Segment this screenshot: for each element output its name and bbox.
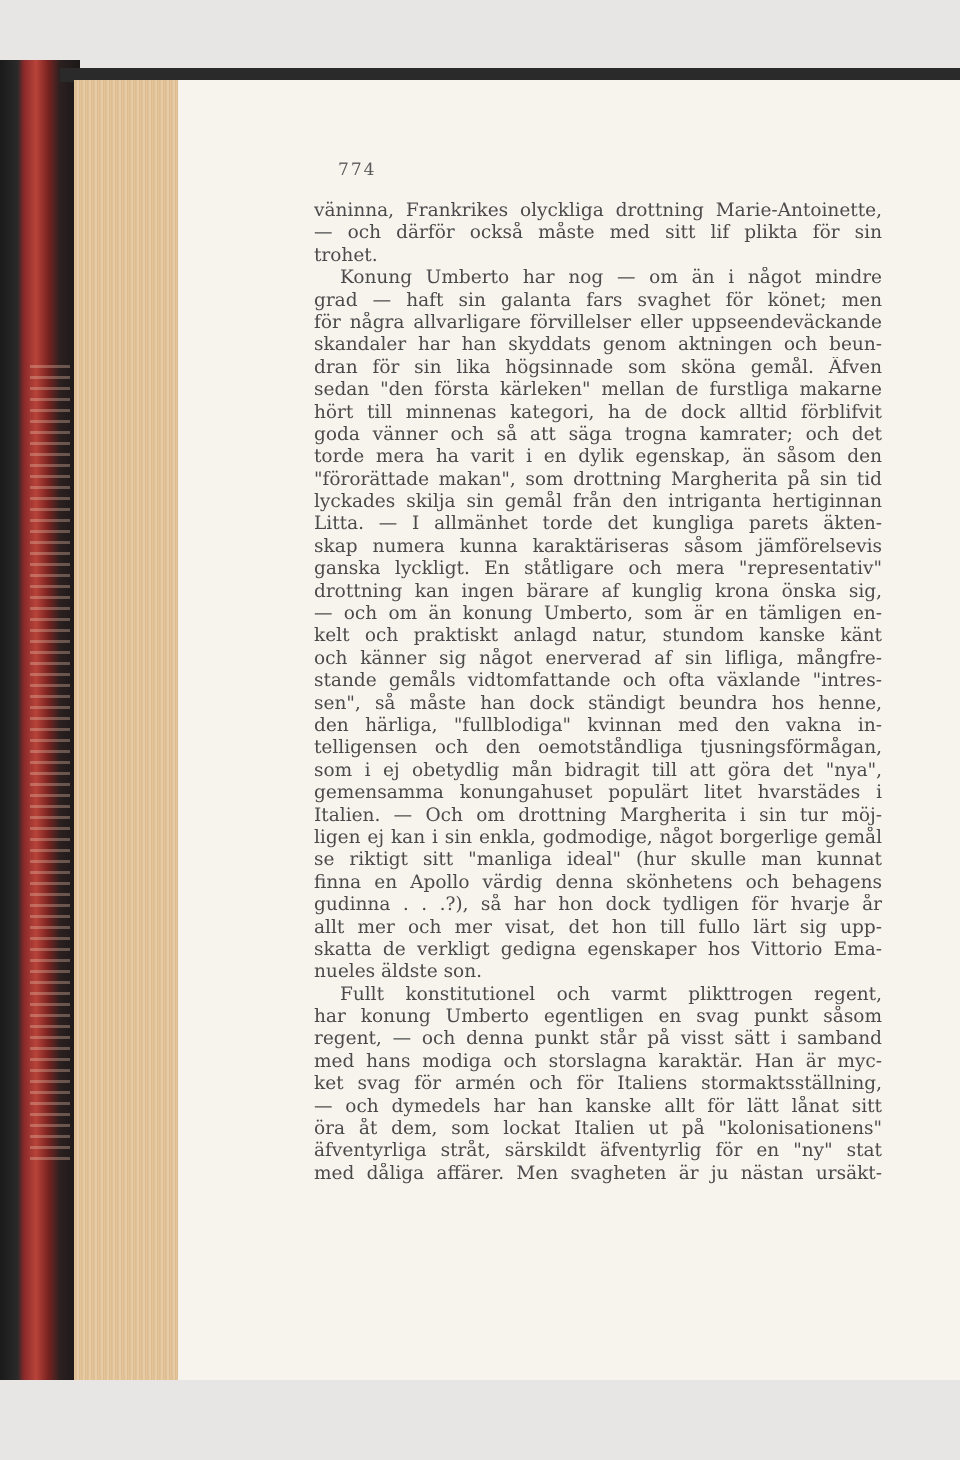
text-line: Fullt konstitutionel och varmt plikttrogen regent, (340, 983, 882, 1005)
text-line: gemensamma konungahuset populärt litet hvarstädes i (314, 782, 882, 804)
text-line: med dåliga affärer. Men svagheten är ju nästan ursäkt- (314, 1162, 882, 1184)
text-line: med hans modiga och storslagna karaktär. Han är myc- (314, 1050, 882, 1072)
text-line: trohet. (314, 244, 378, 266)
text-line: ligen ej kan i sin enkla, godmodige, något borgerlige gemål (314, 826, 882, 848)
text-line: Litta. — I allmänhet torde det kungliga parets äkten- (314, 513, 882, 535)
text-line: ket svag för armén och för Italiens stormaktsställning, (314, 1073, 882, 1095)
text-line: allt mer och mer visat, det hon till fullo lärt sig upp- (314, 916, 882, 938)
text-line: sen", så måste han dock ständigt beundra hos henne, (314, 692, 882, 714)
text-line: kelt och praktiskt anlagd natur, stundom kanske känt (314, 625, 882, 647)
text-line: se riktigt sitt "manliga ideal" (hur skulle man kunnat (314, 849, 882, 871)
text-line: öra åt dem, som lockat Italien ut på "kolonisationens" (314, 1118, 882, 1140)
text-line: grad — haft sin galanta fars svaghet för könet; men (314, 289, 882, 311)
text-line: telligensen och den oemotståndliga tjusningsförmågan, (314, 737, 882, 759)
text-line: Konung Umberto har nog — om än i något mindre (340, 267, 882, 289)
page-edges (74, 80, 181, 1380)
text-line: skap numera kunna karaktäriseras såsom jämförelsevis (314, 535, 882, 557)
text-line: hört till minnenas kategori, ha de dock alltid förblifvit (314, 401, 882, 423)
page-number: 774 (338, 160, 377, 180)
text-line: "förorättade makan", som drottning Margherita på sin tid (314, 468, 882, 490)
text-line: skandaler har han skyddats genom aktningen och beun- (314, 334, 882, 356)
text-line: drottning kan ingen bärare af kunglig krona önska sig, (314, 580, 882, 602)
text-line: sedan "den första kärleken" mellan de furstliga makarne (314, 379, 882, 401)
text-line: Italien. — Och om drottning Margherita i sin tur möj- (314, 804, 882, 826)
text-line: regent, — och denna punkt står på visst sätt i samband (314, 1028, 882, 1050)
text-line: finna en Apollo värdig denna skönhetens och behagens (314, 871, 882, 893)
text-line: den härliga, "fullblodiga" kvinnan med den vakna in- (314, 714, 882, 736)
text-line: — och om än konung Umberto, som är en tämligen en- (314, 603, 882, 625)
text-line: torde mera ha varit i en dylik egenskap, än såsom den (314, 446, 882, 468)
text-line: stande gemåls vidtomfattande och ofta växlande "intres- (314, 670, 882, 692)
body-text (314, 200, 882, 1185)
book-spine (0, 60, 80, 1380)
text-line: väninna, Frankrikes olyckliga drottning Marie-Antoinette, (314, 200, 882, 221)
text-line: och känner sig något enerverad af sin lifliga, mångfre- (314, 647, 882, 669)
text-line: som i ej obetydlig mån bidragit till att göra det "nya", (314, 759, 882, 781)
text-line: har konung Umberto egentligen en svag punkt såsom (314, 1006, 882, 1028)
text-line: för några allvarligare förvillelser eller uppseendeväckande (314, 311, 882, 333)
text-line: gudinna . . .?), så har hon dock tydligen för hvarje år (314, 894, 882, 916)
text-line: lyckades skilja sin gemål från den intriganta hertiginnan (314, 491, 882, 513)
text-line: dran för sin lika högsinnade som sköna gemål. Äfven (314, 356, 882, 378)
text-line: ganska lyckligt. En ståtligare och mera "representativ" (314, 558, 882, 580)
text-line: goda vänner och så att säga trogna kamrater; och det (314, 423, 882, 445)
text-line: äfventyrliga stråt, särskildt äfventyrlig för en "ny" stat (314, 1140, 882, 1162)
text-line: nueles äldste son. (314, 961, 482, 983)
text-line: — och därför också måste med sitt lif plikta för sin (314, 222, 882, 244)
text-line: — och dymedels har han kanske allt för lätt lånat sitt (314, 1095, 882, 1117)
text-line: skatta de verkligt gedigna egenskaper hos Vittorio Ema- (314, 938, 882, 960)
